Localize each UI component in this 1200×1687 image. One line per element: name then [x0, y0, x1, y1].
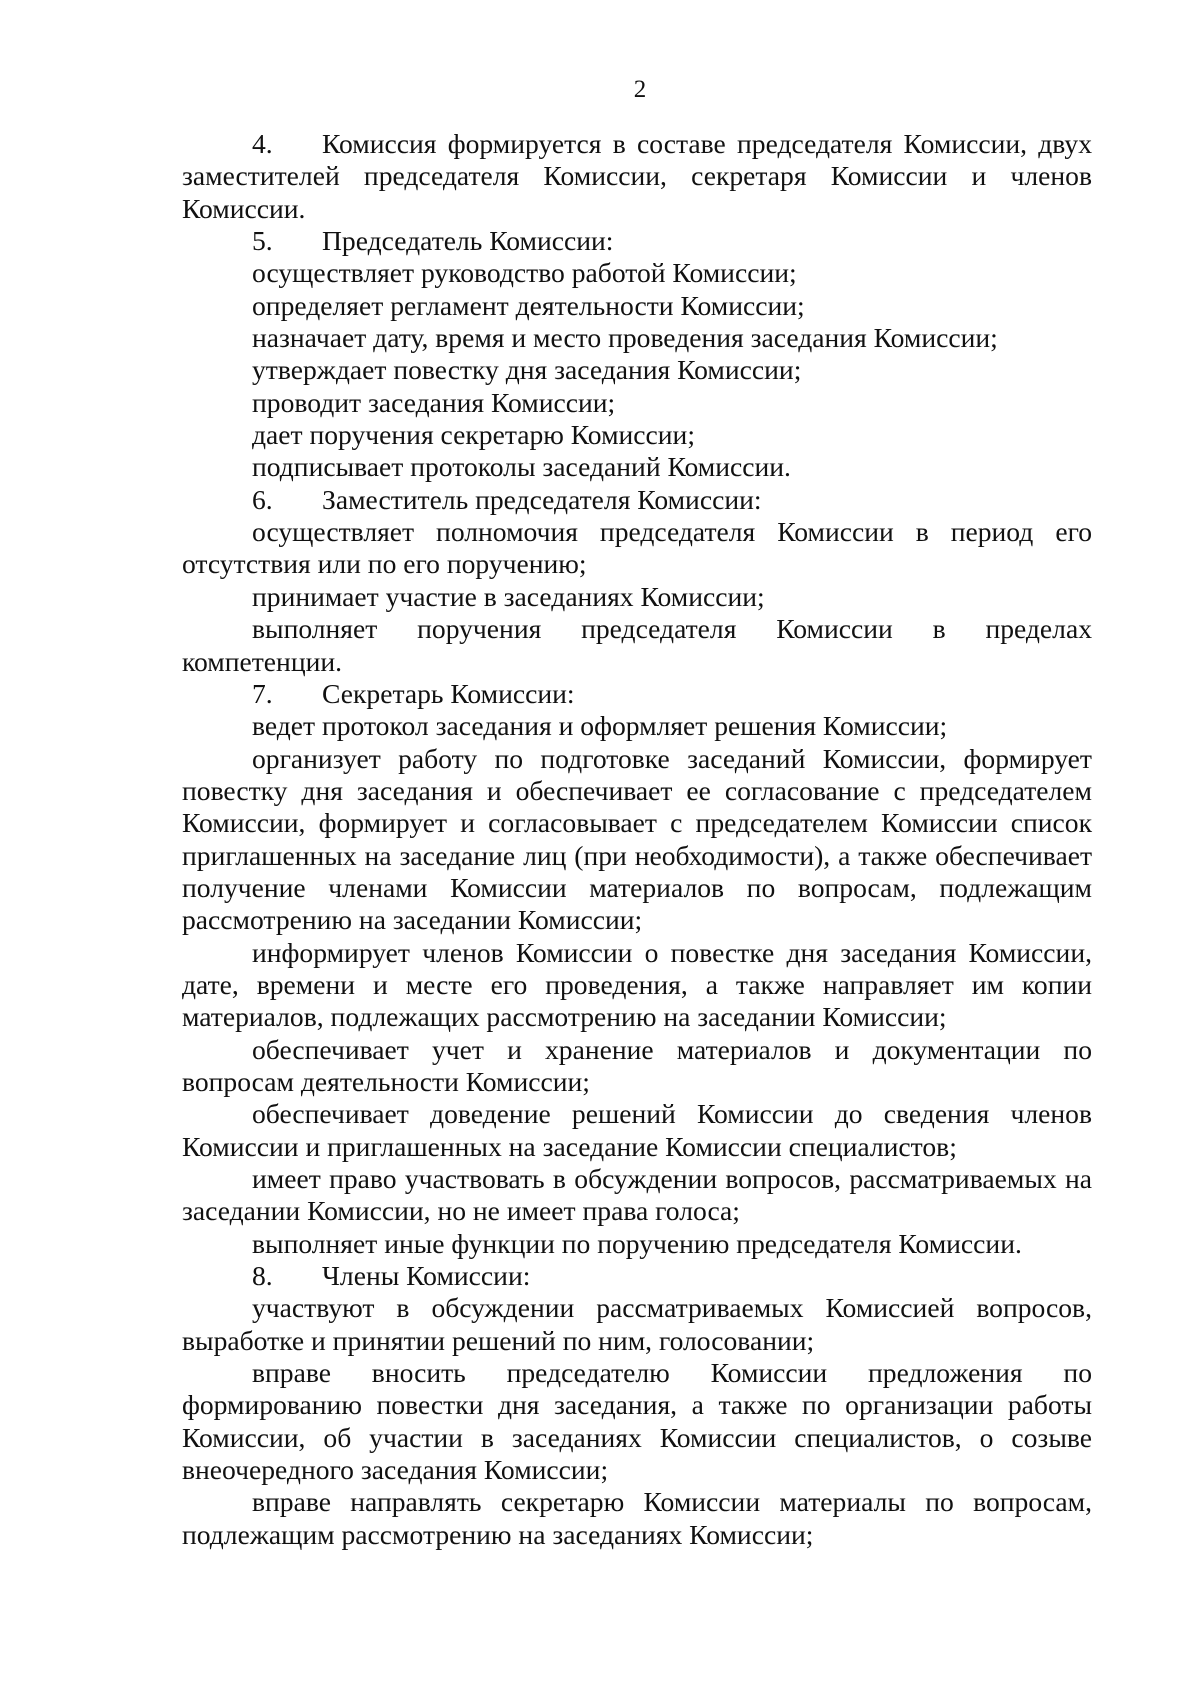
section-4 — [182, 128, 1092, 225]
paragraph-text: Председатель Комиссии: — [322, 225, 614, 257]
document-body — [182, 128, 1092, 1551]
list-item: вправе вносить председателю Комиссии предложения по формированию повестки дня заседания, а также по организации работы Комиссии, об участии в заседаниях Комиссии специалистов, о созыве внеочередного заседания Комиссии; — [182, 1357, 1092, 1486]
list-item: выполняет поручения председателя Комиссии в пределах компетенции. — [182, 613, 1092, 677]
list-item: ведет протокол заседания и оформляет решения Комиссии; — [252, 710, 948, 742]
list-item: вправе направлять секретарю Комиссии материалы по вопросам, подлежащим рассмотрению на заседаниях Комиссии; — [182, 1486, 1092, 1550]
paragraph-text: Члены Комиссии: — [322, 1260, 531, 1292]
list-item: назначает дату, время и место проведения заседания Комиссии; — [252, 322, 998, 354]
paragraph-text: Заместитель председателя Комиссии: — [322, 483, 762, 515]
list-item: определяет регламент деятельности Комиссии; — [252, 289, 805, 321]
list-item: осуществляет руководство работой Комиссии; — [252, 257, 797, 289]
page-number: 2 — [633, 76, 647, 103]
paragraph-text: Секретарь Комиссии: — [322, 677, 575, 709]
list-item: обеспечивает доведение решений Комиссии до сведения членов Комиссии и приглашенных на заседание Комиссии специалистов; — [182, 1098, 1092, 1162]
section-number: 7. — [252, 677, 273, 709]
list-item: информирует членов Комиссии о повестке дня заседания Комиссии, дате, времени и месте его проведения, а также направляет им копии материалов, подлежащих рассмотрению на заседании Комиссии; — [182, 936, 1092, 1033]
list-item: выполняет иные функции по поручению председателя Комиссии. — [252, 1227, 1022, 1259]
section-7 — [182, 678, 1092, 710]
list-item: осуществляет полномочия председателя Комиссии в период его отсутствия или по его поручению; — [182, 516, 1092, 580]
list-item: дает поручения секретарю Комиссии; — [252, 419, 695, 451]
section-8 — [182, 1260, 1092, 1292]
list-item: имеет право участвовать в обсуждении вопросов, рассматриваемых на заседании Комиссии, но не имеет права голоса; — [182, 1163, 1092, 1227]
list-item: утверждает повестку дня заседания Комиссии; — [252, 354, 802, 386]
list-item: участвуют в обсуждении рассматриваемых Комиссией вопросов, выработке и принятии решений по ним, голосовании; — [182, 1292, 1092, 1356]
list-item: обеспечивает учет и хранение материалов и документации по вопросам деятельности Комиссии; — [182, 1033, 1092, 1097]
list-item: подписывает протоколы заседаний Комиссии. — [252, 451, 791, 483]
section-number: 8. — [252, 1260, 273, 1292]
section-5 — [182, 225, 1092, 257]
section-number: 4. — [252, 128, 273, 159]
section-number: 5. — [252, 225, 273, 257]
list-item: проводит заседания Комиссии; — [252, 386, 616, 418]
section-number: 6. — [252, 483, 273, 515]
list-item: организует работу по подготовке заседаний Комиссии, формирует повестку дня заседания и обеспечивает ее согласование с председателем Комиссии, формирует и согласовывает с председателем Комиссии список приглашенных на заседание лиц (при необходимости), а также обеспечивает получение членами Комиссии материалов по вопросам, подлежащим рассмотрению на заседании Комиссии; — [182, 742, 1092, 936]
section-6 — [182, 484, 1092, 516]
paragraph-text: Комиссия формируется в составе председателя Комиссии, двух заместителей председателя Комиссии, секретаря Комиссии и членов Комиссии. — [182, 128, 1092, 224]
list-item: принимает участие в заседаниях Комиссии; — [252, 580, 765, 612]
